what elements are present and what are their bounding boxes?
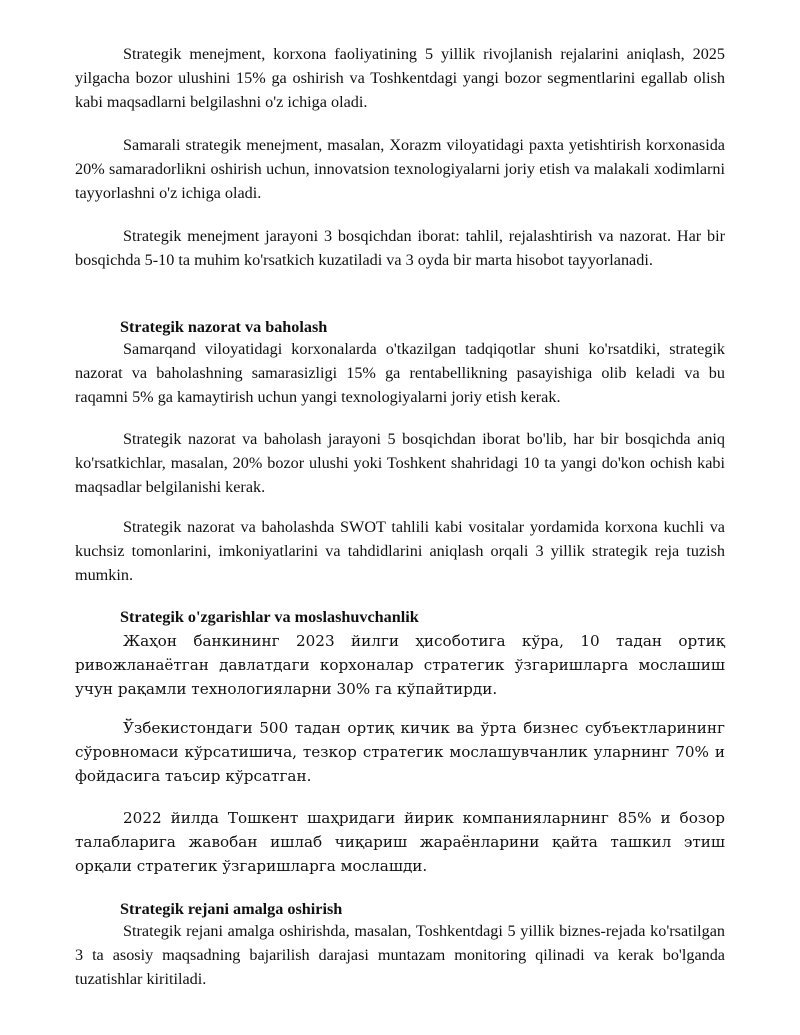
- section-heading-changes-flexibility: Strategik o'zgarishlar va moslashuvchanlik: [120, 608, 419, 626]
- paragraph-management-process-stages: Strategik menejment jarayoni 3 bosqichdan iborat: tahlil, rejalashtirish va nazorat. Har bir bosqichda 5-10 ta muhim ko'rsatkich kuzatiladi va 3 oyda bir marta hisobot tayyorlanadi.: [75, 227, 725, 269]
- paragraph-effective-management-example: Samarali strategik menejment, masalan, Xorazm viloyatidagi paxta yetishtirish korxonasida 20% samaradorlikni oshirish uchun, innovatsion texnologiyalarni joriy etish va malakali xodimlarni tayyorlashni o'z ichiga oladi.: [75, 136, 725, 202]
- paragraph-swot-analysis: Strategik nazorat va baholashda SWOT tahlili kabi vositalar yordamida korxona kuchli va kuchsiz tomonlarini, imkoniyatlarini va tahdidlarini aniqlash orqali 3 yillik strategik reja tuzish mumkin.: [75, 518, 725, 584]
- paragraph-world-bank-report: Жаҳон банкининг 2023 йилги ҳисоботига кўра, 10 тадан ортиқ ривожланаётган давлатдаги корхоналар стратегик ўзгаришларга мослашиш учун рақамли технологияларни 30% га кўпайтирди.: [75, 632, 725, 698]
- paragraph-samarkand-research: Samarqand viloyatidagi korxonalarda o'tkazilgan tadqiqotlar shuni ko'rsatdiki, strategik nazorat va baholashning samarasizligi 15% ga rentabellikning pasayishiga olib keladi va bu raqamni 5% ga kamaytirish uchun yangi texnologiyalarni joriy etish kerak.: [75, 340, 725, 406]
- paragraph-tashkent-companies-2022: 2022 йилда Тошкент шаҳридаги йирик компанияларнинг 85% и бозор талабларига жавобан ишлаб чиқариш жараёнларини қайта ташкил этиш орқали стратегик ўзгаришларга мослашди.: [75, 809, 725, 875]
- paragraph-control-process-stages: Strategik nazorat va baholash jarayoni 5 bosqichdan iborat bo'lib, har bir bosqichda aniq ko'rsatkichlar, masalan, 20% bozor ulushi yoki Toshkent shahridagi 10 ta yangi do'kon ochish kabi maqsadlar belgilanishi kerak.: [75, 430, 725, 496]
- paragraph-uzbekistan-sme-survey: Ўзбекистондаги 500 тадан ортиқ кичик ва ўрта бизнес субъектларининг сўровномаси кўрсатишича, тезкор стратегик мослашувчанлик уларнинг 70% и фойдасига таъсир кўрсатган.: [75, 719, 725, 785]
- section-heading-control-evaluation: Strategik nazorat va baholash: [120, 318, 328, 336]
- paragraph-strategic-management-goals: Strategik menejment, korxona faoliyatining 5 yillik rivojlanish rejalarini aniqlash, 2025 yilgacha bozor ulushini 15% ga oshirish va Toshkentdagi yangi bozor segmentlarini egallab olish kabi maqsadlarni belgilashni o'z ichiga oladi.: [75, 45, 725, 111]
- section-heading-plan-implementation: Strategik rejani amalga oshirish: [120, 900, 343, 918]
- paragraph-plan-monitoring: Strategik rejani amalga oshirishda, masalan, Toshkentdagi 5 yillik biznes-rejada ko'rsatilgan 3 ta asosiy maqsadning bajarilish darajasi muntazam monitoring qilinadi va kerak bo'lganda tuzatishlar kiritiladi.: [75, 922, 725, 988]
